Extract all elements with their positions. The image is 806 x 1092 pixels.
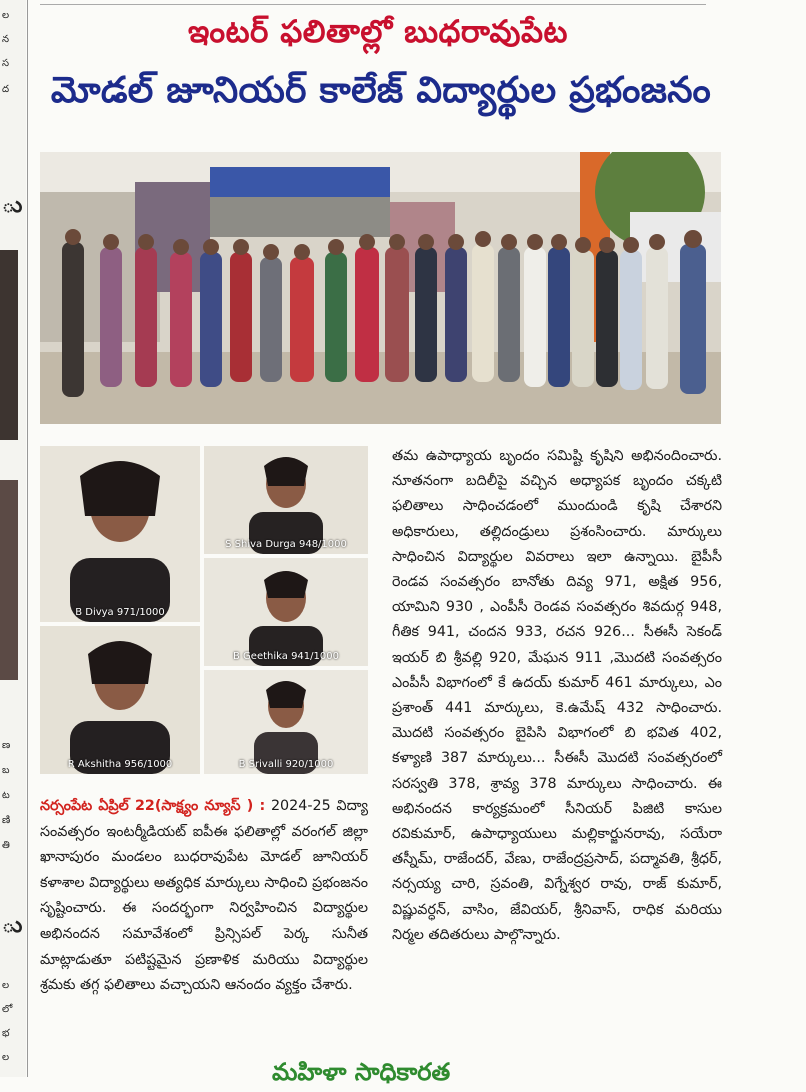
- headline-line-2: మోడల్ జూనియర్ కాలేజ్ విద్యార్థుల ప్రభంజనం: [50, 70, 712, 111]
- article-right-column: తమ ఉపాధ్యాయ బృందం సమిష్టి కృషిని అభినందించారు. నూతనంగా బదిలీపై వచ్చిన అధ్యాపక బృందం చక్కటి ఫలితాలు సాధించడంలో ముందుండి కృషి చేశారని అధికారులు, తల్లిదండ్రులు ప్రశంసించారు. మార్కులు సాధించిన విద్యార్థుల వివరాలు ఇలా ఉన్నాయి. బైపీసీ రెండవ సంవత్సరం బానోతు దివ్య 971, అక్షిత 956, యామిని 930 , ఎంపీసీ రెండవ సంవత్సరం శివదుర్గ 948, గీతిక 941, చందన 933, రచన 926... సీఈసీ సెకండ్ ఇయర్ బి శ్రీవల్లి 920, మేఘన 911 ,మొదటి సంవత్సరం ఎంపీసీ విభాగంలో కే ఉదయ్ కుమార్ 461 మార్కులు, ఎం ప్రశాంత్ 441 మార్కులు, కె.ఉమేష్ 432 సాధించారు. మొదటి సంవత్సరం బైపిసి విభాగంలో బి భవిత 402, కళ్యాణి 387 మార్కులు... సీఈసీ మొదటి సంవత్సరంలో సరస్వతి 378, శ్రావ్య 378 మార్కులు సాధించారు. ఈ అభినందన కార్యక్రమంలో సీనియర్ పిజిటి కాసుల రవికుమార్, ఉపాధ్యాయులు మల్లికార్జునరావు, సయేరా తస్నీమ్, రాజేందర్, వేణు, రాజేంద్రప్రసాద్, పద్మావతి, శ్రీధర్, నర్సయ్య చారి, స్రవంతి, విగ్నేశ్వర రావు, రాజ్ కుమార్, విష్ణువర్ధన్, వాసిం, జేవియర్, శ్రీనివాస్, రాధిక మరియు నిర్మల తదితరులు పాల్గొన్నారు.: [392, 448, 722, 943]
- portrait-akshitha: [40, 626, 200, 774]
- portrait-geethika: [204, 558, 368, 666]
- portrait-divya: [40, 446, 200, 622]
- portrait-caption: B Srivalli 920/1000: [238, 759, 334, 770]
- portrait-caption: R Akshitha 956/1000: [67, 759, 173, 770]
- portrait-srivalli: [204, 670, 368, 774]
- neighbor-column-strip: ల న స ద ు ణ బ ట ణి తి ు ల లో భ ల: [0, 0, 26, 1077]
- column-rule: [27, 0, 28, 1077]
- article-left-column: [40, 794, 368, 999]
- portrait-caption: B Geethika 941/1000: [233, 651, 339, 662]
- portrait-caption: S Shiva Durga 948/1000: [225, 539, 347, 550]
- group-photo: [40, 152, 721, 424]
- next-article-headline: మహిళా సాధికారత: [272, 1058, 451, 1086]
- student-portraits: [40, 446, 368, 774]
- top-rule: [40, 4, 706, 5]
- portrait-shiva-durga: [204, 446, 368, 554]
- article-left-body: 2024-25 విద్యా సంవత్సరం ఇంటర్మీడియట్ ఐపీఈ ఫలితాల్లో వరంగల్ జిల్లా ఖానాపురం మండలం బుధరావుపేట మోడల్ జూనియర్ కళాశాల విద్యార్థులు అత్యధిక మార్కులు సాధించి ప్రభంజనం సృష్టించారు. ఈ సందర్భంగా నిర్వహించిన విద్యార్థుల అభినందన సమావేశంలో ప్రిన్సిపల్ పెర్క సునీత మాట్లాడుతూ పటిష్టమైన ప్రణాళిక మరియు విద్యార్థుల శ్రమకు తగ్గ ఫలితాలు వచ్చాయని ఆనందం వ్యక్తం చేశారు.: [40, 798, 368, 994]
- portrait-caption: B Divya 971/1000: [75, 607, 165, 618]
- headline-line-1: ఇంటర్ ఫలితాల్లో బుధరావుపేట: [188, 14, 568, 50]
- article-dateline: నర్సంపేట ఏప్రిల్ 22(సాక్ష్యం న్యూస్ ) :: [40, 798, 266, 814]
